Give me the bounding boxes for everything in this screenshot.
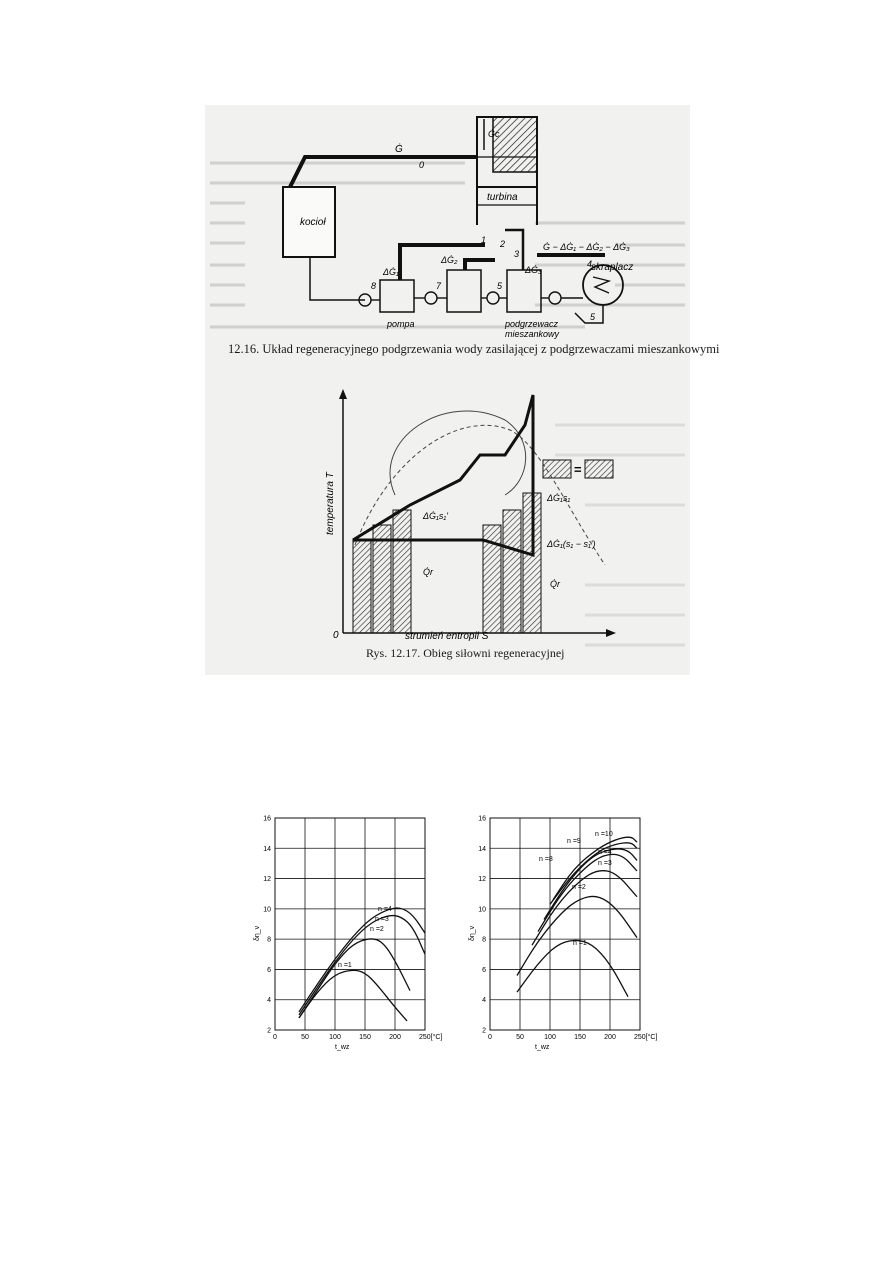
ts-diagram	[205, 385, 690, 675]
chart-right-series-label-3: n =4	[598, 849, 612, 856]
node-7: 7	[436, 281, 442, 291]
cr-ytick: 14	[478, 845, 486, 853]
chart-right-ylabel: δη_v	[469, 925, 476, 941]
ts-label-q-right: Q̇r	[550, 579, 560, 589]
chart-left-series-label-3: n =1	[338, 962, 352, 969]
label-flow-residual: Ġ − ΔĠ₁ − ΔĠ₂ − ΔĠ₃	[543, 242, 630, 252]
cr-xtick: 0	[488, 1034, 492, 1041]
node-4: 4	[587, 259, 593, 269]
label-turbine: turbina	[487, 192, 518, 203]
cl-ytick: 10	[263, 906, 271, 914]
ts-label-left-area: ΔĠ₁s₁'	[423, 511, 448, 521]
cl-xtick: 250[°C]	[419, 1034, 443, 1041]
label-flow-Gc: Ġc	[488, 129, 500, 139]
label-pump: pompa	[387, 319, 415, 329]
node-2: 2	[500, 239, 506, 249]
cr-plot-frame	[490, 818, 640, 1030]
cr-series-line-4	[532, 871, 637, 946]
legend-equals: =	[574, 462, 582, 477]
regenerative-heating-scheme	[205, 105, 690, 345]
chart-left-series-label-2: n =2	[370, 926, 384, 933]
cl-plot-frame	[275, 818, 425, 1030]
label-flow-main: Ġ	[395, 144, 403, 155]
ts-label-q-left: Q̇r	[423, 567, 433, 577]
label-bleed-3: ΔĠ₃	[525, 265, 542, 275]
cr-series-line-0	[553, 837, 637, 900]
chart-left-xlabel: t_wz	[335, 1044, 350, 1051]
cl-ytick: 12	[263, 876, 271, 884]
node-3: 3	[514, 249, 520, 259]
cl-ytick: 14	[263, 845, 271, 853]
cr-xtick: 50	[516, 1034, 524, 1041]
chart-left-series-label-0: n =4	[378, 906, 392, 913]
cl-ytick: 2	[267, 1027, 271, 1035]
heater-2	[447, 270, 481, 312]
chart-right-series-label-0: n =10	[595, 831, 613, 838]
label-bleed-1: ΔĠ₁	[383, 267, 399, 277]
chart-right-series-label-1: n =9	[567, 838, 581, 845]
cr-ytick: 4	[482, 997, 486, 1005]
ts-xlabel: strumień entropii S	[405, 631, 489, 642]
ts-label-right-mid: ΔĠ₁(s₁ − s₁')	[547, 539, 596, 549]
chart-right-series-label-4: n =3	[598, 860, 612, 867]
cr-xtick: 150	[574, 1034, 586, 1041]
cl-ytick: 4	[267, 997, 271, 1005]
chart-right	[460, 808, 660, 1053]
cl-ytick: 8	[267, 936, 271, 944]
pump-3	[487, 292, 499, 304]
cl-xtick: 150	[359, 1034, 371, 1041]
figure-1217-caption: Rys. 12.17. Obieg siłowni regeneracyjnej	[366, 646, 565, 660]
label-condenser: skraplacz	[591, 262, 634, 273]
label-heater-1: podgrzewacz	[505, 319, 559, 329]
chart-left-ylabel: δη_v	[254, 925, 261, 941]
cl-xtick: 50	[301, 1034, 309, 1041]
chart-right-xlabel: t_wz	[535, 1044, 550, 1051]
turbine-block	[477, 117, 537, 225]
chart-right-series-label-2: n =8	[539, 856, 553, 863]
chart-right-series-label-5: n =2	[572, 884, 586, 891]
chart-left-series-label-1: n =3	[375, 916, 389, 923]
cl-ytick: 6	[267, 966, 271, 974]
cl-ytick: 16	[263, 815, 271, 823]
label-boiler: kocioł	[300, 217, 326, 228]
cl-series-line-3	[299, 970, 407, 1021]
label-heater-2: mieszankowy	[505, 329, 560, 339]
heater-1	[380, 280, 414, 312]
cr-ytick: 16	[478, 815, 486, 823]
pump-4	[549, 292, 561, 304]
cr-xtick: 250[°C]	[634, 1034, 658, 1041]
cr-ytick: 6	[482, 966, 486, 974]
node-5: 5	[497, 281, 503, 291]
cr-xtick: 100	[544, 1034, 556, 1041]
node-0: 0	[419, 160, 425, 170]
cl-xtick: 100	[329, 1034, 341, 1041]
ts-label-right-area: ΔĠ₁s₁	[547, 493, 571, 503]
pump-2	[425, 292, 437, 304]
label-bleed-2: ΔĠ₂	[441, 255, 458, 265]
chart-left	[245, 808, 445, 1053]
cl-series-line-0	[299, 908, 425, 1012]
cr-ytick: 8	[482, 936, 486, 944]
cl-xtick: 0	[273, 1034, 277, 1041]
cr-ytick: 10	[478, 906, 486, 914]
cr-series-line-3	[538, 854, 637, 931]
node-5b: 5	[590, 312, 596, 322]
cr-ytick: 12	[478, 876, 486, 884]
cr-xtick: 200	[604, 1034, 616, 1041]
figure-1216-caption: 12.16. Układ regeneracyjnego podgrzewania wody zasilającej z podgrzewaczami mieszankowymi	[228, 342, 720, 356]
cr-ytick: 2	[482, 1027, 486, 1035]
chart-right-series-label-6: n =1	[573, 940, 587, 947]
node-8: 8	[371, 281, 377, 291]
ts-origin: 0	[333, 630, 339, 641]
ts-ylabel: temperatura T	[325, 472, 336, 535]
node-1: 1	[481, 235, 487, 245]
cr-series-line-5	[517, 896, 637, 975]
cl-xtick: 200	[389, 1034, 401, 1041]
